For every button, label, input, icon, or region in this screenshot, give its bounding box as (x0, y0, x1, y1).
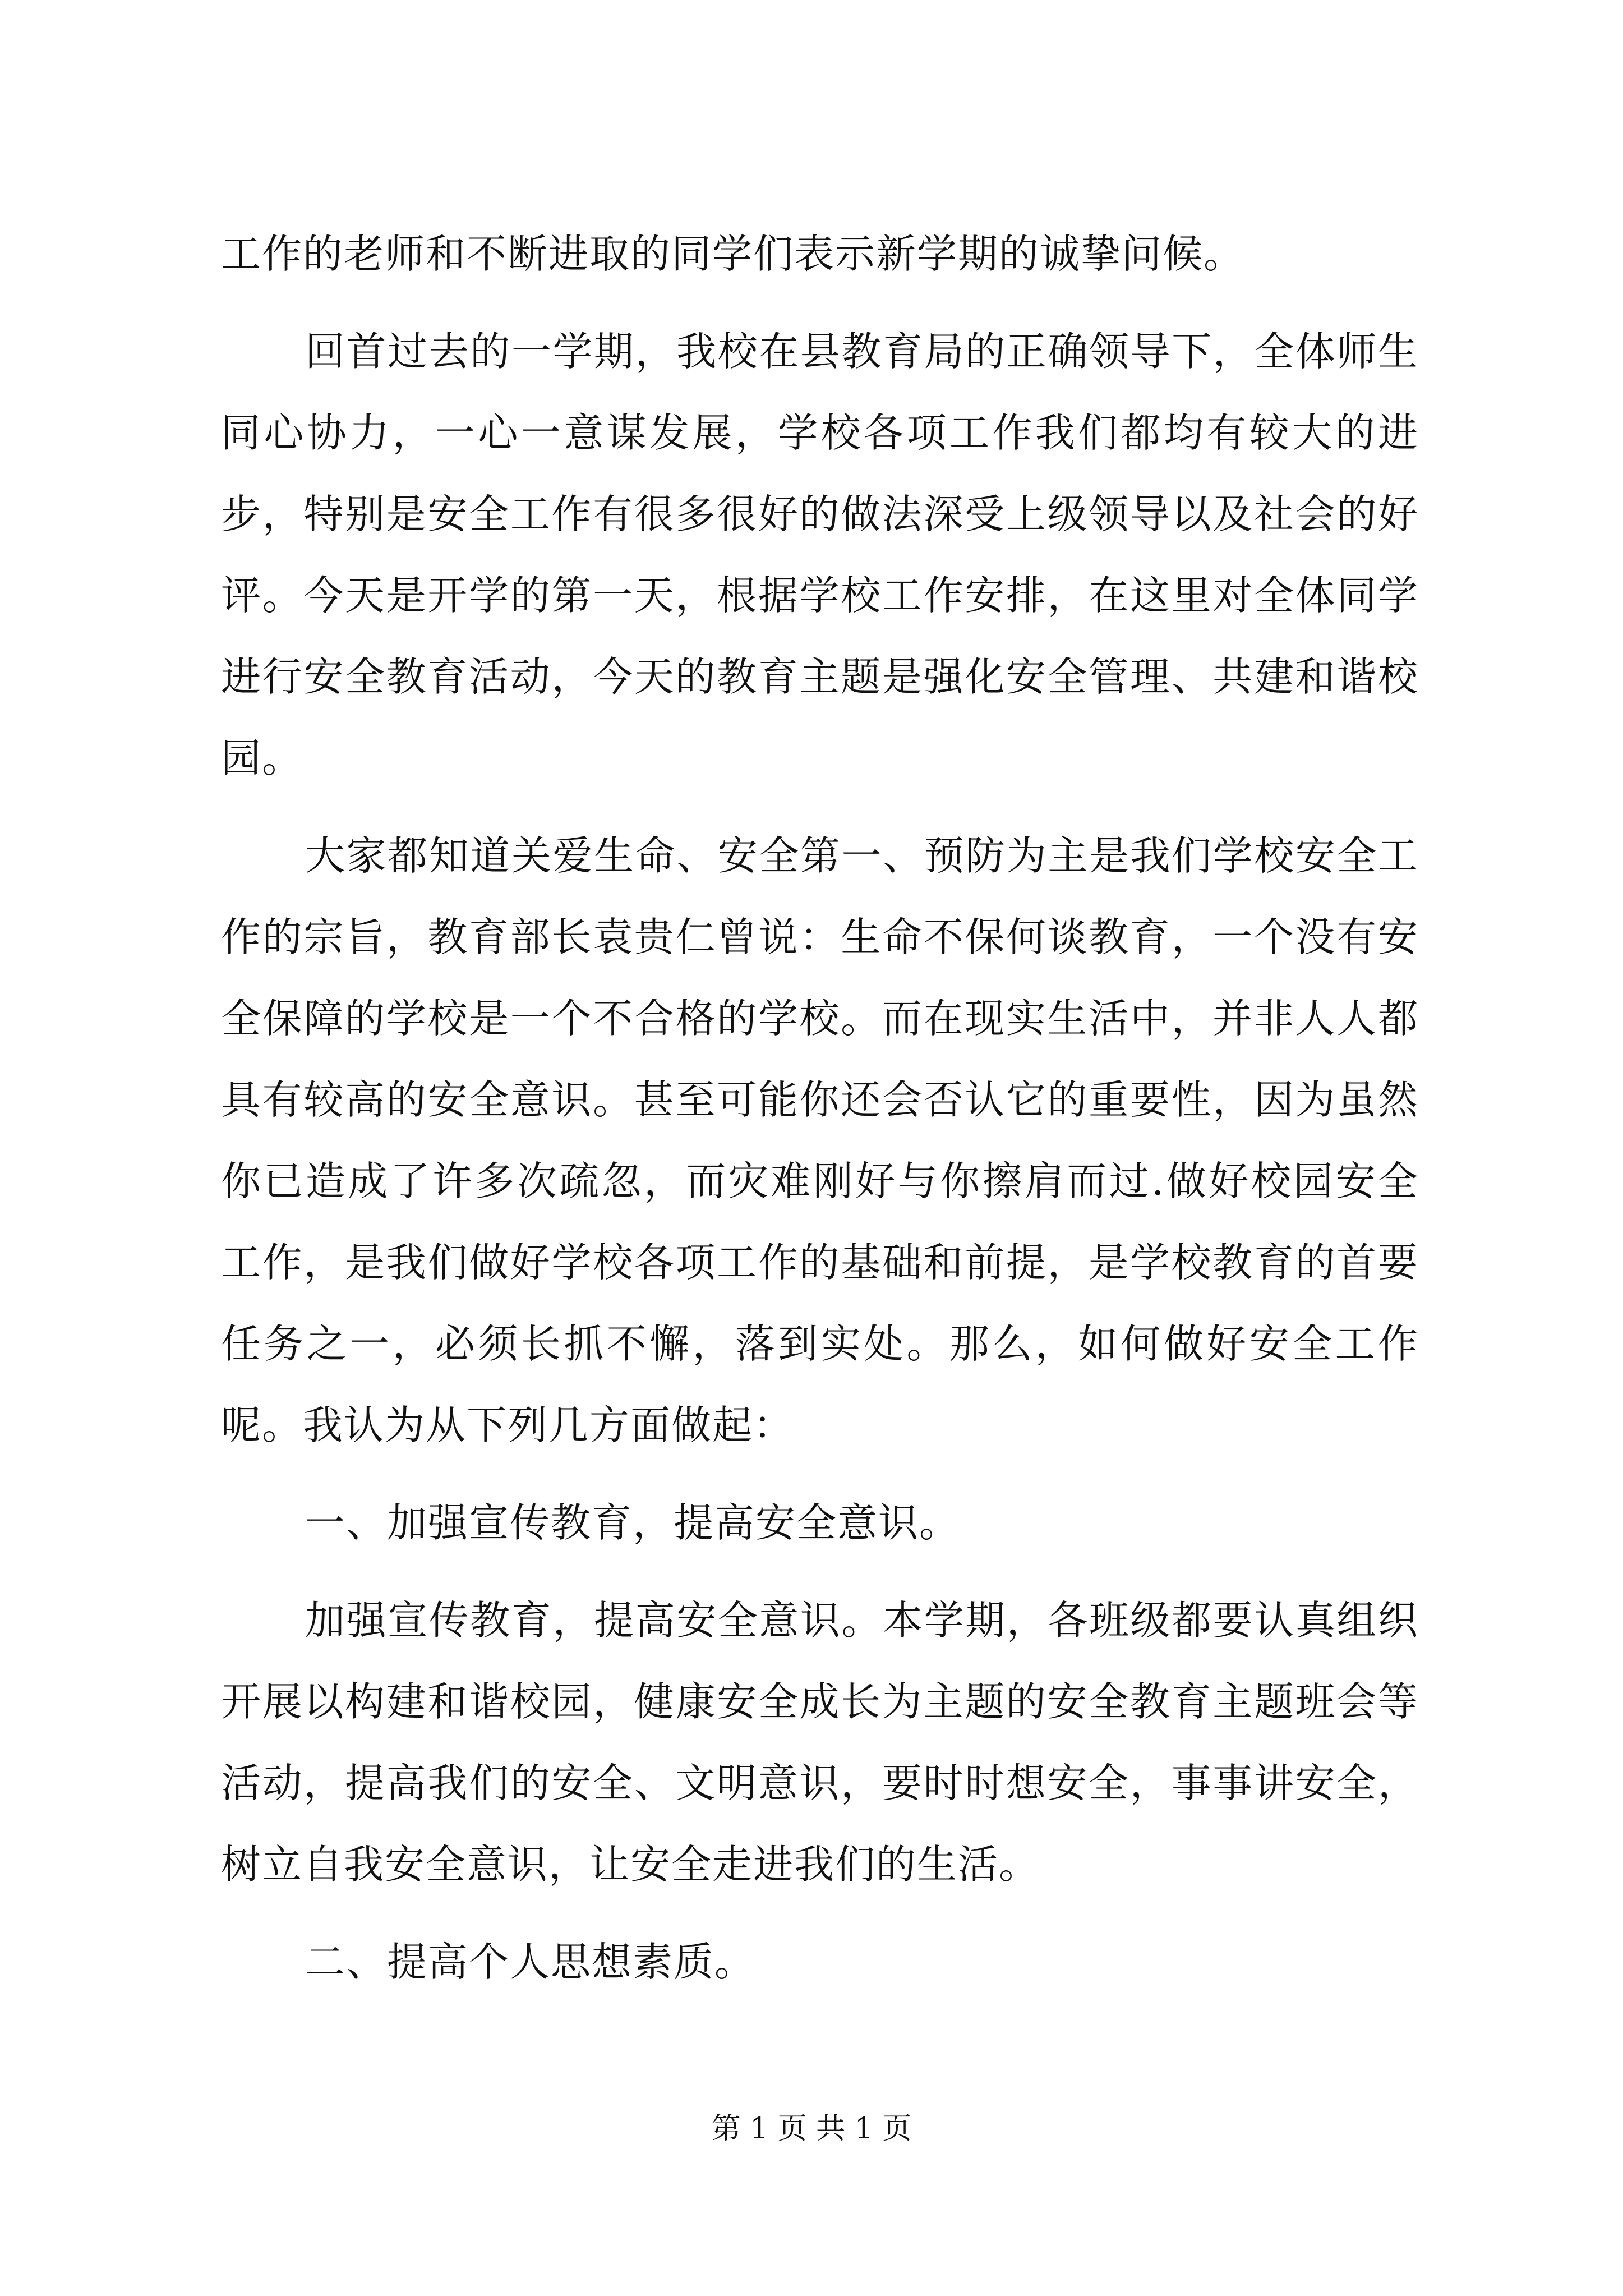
paragraph-3: 大家都知道关爱生命、安全第一、预防为主是我们学校安全工作的宗旨，教育部长袁贵仁曾说：生命不保何谈教育，一个没有安全保障的学校是一个不合格的学校。而在现实生活中，并非人人都具有较高的安全意识。甚至可能你还会否认它的重要性，因为虽然你已造成了许多次疏忽，而灾难刚好与你擦肩而过.做好校园安全工作，是我们做好学校各项工作的基础和前提，是学校教育的首要任务之一，必须长抓不懈，落到实处。那么，如何做好安全工作呢。我认为从下列几方面做起： (221, 832, 1419, 1448)
document-body (221, 213, 1419, 2019)
paragraph-4: 加强宣传教育，提高安全意识。本学期，各班级都要认真组织开展以构建和谐校园，健康安全成长为主题的安全教育主题班会等活动，提高我们的安全、文明意识，要时时想安全，事事讲安全，树立自我安全意识，让安全走进我们的生活。 (221, 1597, 1419, 1888)
page-number-footer: 第 1 页 共 1 页 (711, 2112, 912, 2146)
section-heading-1: 一、加强宣传教育，提高安全意识。 (305, 1499, 961, 1546)
section-heading-2: 二、提高个人思想素质。 (305, 1939, 756, 1985)
paragraph-1: 工作的老师和不断进取的同学们表示新学期的诚挚问候。 (221, 231, 1245, 277)
paragraph-2: 回首过去的一学期，我校在县教育局的正确领导下，全体师生同心协力，一心一意谋发展，学校各项工作我们都均有较大的进步，特别是安全工作有很多很好的做法深受上级领导以及社会的好评。今天是开学的第一天，根据学校工作安排，在这里对全体同学进行安全教育活动，今天的教育主题是强化安全管理、共建和谐校园。 (221, 328, 1419, 781)
